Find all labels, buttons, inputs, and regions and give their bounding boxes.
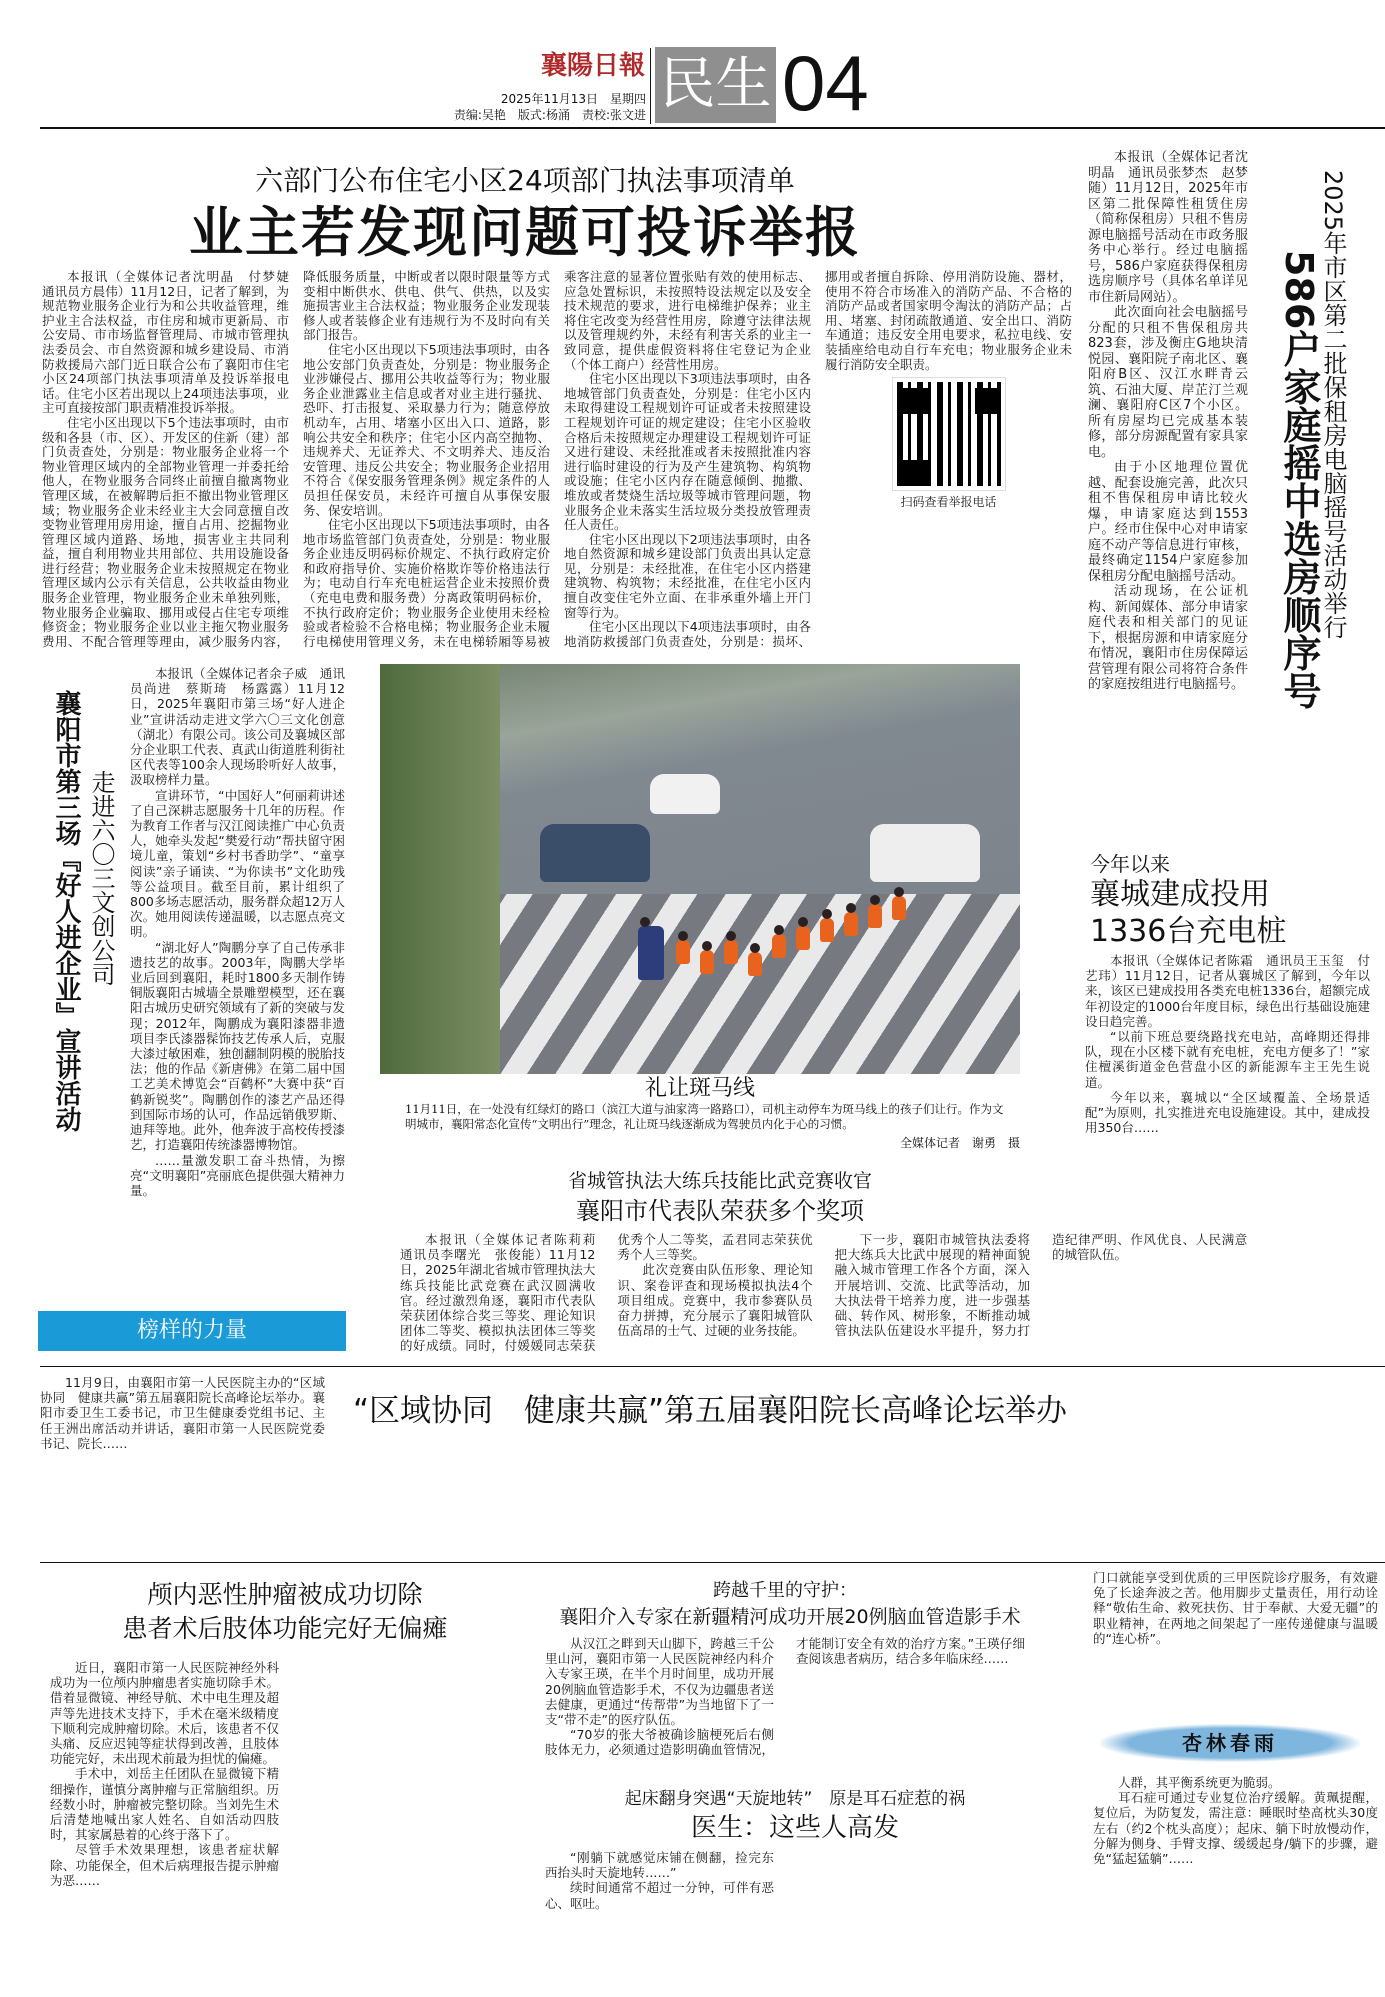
award-headline: 襄阳市代表队荣获多个奖项 [576,1197,864,1225]
charging-headline-1: 襄城建成投用 [1090,877,1270,912]
xinjiang-article-body [545,1636,1025,1776]
goodpeople-article-body [130,666,345,1276]
paragraph: 人群，其平衡系统更为脆弱。 [1118,1775,1281,1790]
paragraph: 手术中，刘岳主任团队在显微镜下精细操作，谨慎分离肿瘤与正常脑组织。历经数小时，肿瘤被完整切除。当刘先生术后清楚地喊出家人姓名、自如活动四肢时，其家属悬着的心终于落下了。 [50,1766,279,1843]
goodpeople-subtitle: 走进六〇三文创公司 [87,770,115,986]
child [820,918,834,942]
charging-kicker: 今年以来 [1090,852,1170,876]
housing-headline: 586户家庭摇中选房顺序号 [1277,250,1321,710]
paragraph: ……量激发职工奋斗热情，为擦亮“文明襄阳”亮丽底色提供强大精神力量。 [130,1152,345,1198]
main-article-body [42,270,1072,658]
section-name: 民生 [655,47,776,123]
car-sedan [870,824,980,882]
zebra-crossing-photo [380,664,1020,1074]
paragraph: 耳石症可通过专业复位治疗缓解。黄珮提醒，复位后，为防复发，需注意：睡眠时垫高枕头30度左右（约2个枕头高度）；起床、躺下时放慢动作，分解为侧身、手臂支撑、缓缓起身/躺下的步骤，避免“猛起猛躺”…… [1093,1790,1378,1867]
paragraph: 从汉江之畔到天山脚下，跨越三千公里山河，襄阳市第一人民医院神经内科介入专家王瑛，在半个月时间里，成功开展20例脑血管造影手术，不仅为边疆患者送去健康，更通过“传帮带”为当地留下了一支“带不走”的医疗队伍。 [545,1636,774,1728]
car-white [650,774,720,814]
paragraph: 本报讯（全媒体记者余子威 通讯员尚进 蔡斯琦 杨露露）11月12日，2025年襄阳市第三场“好人进企业”宣讲活动走进文学六〇三文化创意（湖北）有限公司。该公司及襄城区部分企业职工代表、真武山街道胜利街社区代表等100余人现场聆听好人故事，汲取榜样力量。 [130,666,345,788]
child [772,934,786,958]
paragraph: 下一步，襄阳市城管执法委将把大练兵大比武中展现的精神面貌融入城市管理工作各个方面，深入开展培训、交流、比武等活动，加大执法骨干培养力度，进一步强基础、转作风、树形象，不断推动城管执法队伍建设水平提升，努力打造纪律严明、作风优良、人民满意的城管队伍。 [834,1232,1248,1339]
tumor-headline-1: 颅内恶性肿瘤被成功切除 [147,1580,423,1609]
tumor-article-body [50,1660,530,1990]
paragraph: 本报讯（全媒体记者沈明晶 通讯员张梦杰 赵梦随）11月12日，2025年市区第二批保障性租赁住房（简称保租房）只租不售房源电脑摇号活动在市政务服务中心举行。经过电脑摇号，586户家庭获得保租房选房顺序号（具体名单详见市住新局网站）。 [1088,150,1248,305]
paragraph: 住宅小区出现以下4项违法事项时，由各地消防救援部门负责查处，分别是：损坏、挪用或者擅自拆除、停用消防设施、器材，使用不符合市场准入的消防产品、不合格的消防产品或者国家明令淘汰的消防产品；占用、堵塞、封闭疏散通道、安全出口、消防车通道；违反安全用电要求，私拉电线、安装插座给电动自行车充电；物业服务企业未履行消防安全职责。 [564,269,1072,649]
forum-headline: “区域协同 健康共赢”第五届襄阳院长高峰论坛举办 [352,1393,1068,1429]
header-rule [40,127,1385,129]
health-column-tag: 杏林春雨 [1100,1724,1360,1762]
child [748,952,762,976]
paragraph: 尽管手术效果理想，该患者症状解除、功能保全，但术后病理报告提示肿瘤为恶…… [50,1842,279,1888]
issue-date: 2025年11月13日 星期四 [500,92,646,106]
earstone-headline: 医生：这些人高发 [690,1813,899,1843]
forum-intro [40,1375,325,1555]
paragraph: 此次竞赛由队伍形象、理论知识、案卷评查和现场模拟执法4个项目组成。竞赛中，我市参赛队员奋力拼搏，充分展示了襄阳城管队伍高昂的士气、过硬的业务技能。 [617,1262,813,1339]
photo-caption: 11月11日，在一处没有红绿灯的路口（滨江大道与油家湾一路路口），司机主动停车为斑马线上的孩子们让行。作为文明城市，襄阳常态化宣传“文明出行”理念，礼让斑马线逐渐成为驾驶员内化于心的习惯。 [405,1102,1004,1131]
award-article-body [400,1232,1248,1356]
earstone-article-continuation [1093,1775,1378,1990]
paragraph: 住宅小区出现以下5个违法事项时，由市级和各县（市、区）、开发区的住新（建）部门负责查处，分别是：物业服务企业将一个物业管理区域内的全部物业管理一并委托给他人，在物业服务合同终止前擅自撤离物业管理区域，在被解聘后拒不撤出物业管理区域；物业服务企业未经业主大会同意擅自改变物业管理用房用途，擅自占用、挖掘物业管理区域内道路、场地，损害业主共同利益，擅自利用物业共用部位、共用设施设备进行经营；物业服务企业未按照规定在物业管理区域内公示有关信息，公共收益由物业服务企业管理，物业服务企业未单独列账，物业服务企业骗取、挪用或侵占住宅专项维修资金；物业服务企业以业主拖欠物业服务费用、不配合管理等理由，减少服务内容，降低服务质量，中断或者以限时限量等方式变相中断供水、供电、供气、供热，以及实施损害业主合法权益；物业服务企业发现装修人或者装修企业有违规行为不及时向有关部门报告。 [42,269,550,649]
xinjiang-tail-text: 门口就能享受到优质的三甲医院诊疗服务，有效避免了长途奔波之苦。他用脚步丈量责任，用行动诠释“敬佑生命、救死扶伤、甘于奉献、大爱无疆”的职业精神，在两地之间架起了一座传递健康与温暖的“连心桥”。 [1093,1570,1378,1646]
paragraph: 今年以来，襄城以“全区域覆盖、全场景适配”为原则，扎实推进充电设施建设。其中，建成投用350台…… [1085,1089,1370,1136]
paragraph: 本报讯（全媒体记者陈霜 通讯员王玉玺 付艺玮）11月12日，记者从襄城区了解到，今年以来，该区已建成投用各类充电桩1336台，超额完成年初设定的1000台年度目标，绿色出行基础设施建设日趋完善。 [1085,953,1370,1029]
paragraph: 此次面向社会电脑摇号分配的只租不售保租房共823套，涉及衡庄G地块清悦园、襄阳院子南北区、襄阳府B区、汉江水畔青云筑、石油大厦、岸芷汀兰观澜、襄阳府C区7个小区。所有房屋均已完成基本装修，部分房源配置有家具家电。 [1088,305,1248,460]
main-kicker: 六部门公布住宅小区24项部门执法事项清单 [255,164,795,197]
page-number: 04 [782,39,869,127]
tumor-headline-2: 患者术后肢体功能完好无偏瘫 [122,1614,448,1643]
qr-code[interactable] [893,378,1005,490]
paragraph: 本报讯（全媒体记者沈明晶 付梦婕 通讯员方晨伟）11月12日，记者了解到，为规范物业服务企业行为和公共收益管理，维护业主合法权益，市住房和城市更新局、市公安局、市市场监督管理局、市城市管理执法委员会、市自然资源和城乡建设局、市消防救援局六部门近日联合公布了襄阳市住宅小区24项部门执法事项清单及投诉举报电话。住宅小区若出现以上24项违法事项，业主可直接按部门职责精准投诉举报。 [42,269,302,416]
xinjiang-article-tail [1093,1570,1378,1646]
xinjiang-headline: 襄阳介入专家在新疆精河成功开展20例脑血管造影手术 [559,1606,1021,1628]
child [724,940,738,964]
paragraph: 住宅小区出现以下3项违法事项时，由各地城管部门负责查处，分别是：住宅小区内未取得建设工程规划许可证或者未按照建设工程规划许可证的规定建设；住宅小区验收合格后未按照规定办理建设工程规划许可证又进行建设、未经批准或者未按照批准内容进行临时建设的行为及产生建筑物、构筑物或设施；住宅小区内存在随意倾倒、抛撒、堆放或者焚烧生活垃圾等城市管理问题，物业服务企业未落实生活垃圾分类投放管理责任人责任。 [564,371,811,533]
child [892,896,906,920]
paragraph: 住宅小区出现以下2项违法事项时，由各地自然资源和城乡建设部门负责出具认定意见，分别是：未经批准，在住宅小区内搭建建筑物、构筑物；未经批准，在住宅小区内擅自改变住宅外立面、在非承重外墙上开门窗等行为。 [564,531,811,620]
paragraph: 续时间通常不超过一分钟，可伴有恶心、呕吐。 [545,1880,774,1911]
teacher [638,926,664,980]
housing-kicker: 2025年市区第二批保租房电脑摇号活动举行 [1319,170,1347,640]
section-rule-2 [40,1562,1385,1563]
paragraph: “湖北好人”陶鹏分享了自己传承非遗技艺的故事。2003年，陶鹏大学毕业后回到襄阳，耗时1800多天制作铸铜版襄阳古城墙全景雕塑模型，还在襄阳古城历史研究领域有了新的突破与发现；2012年，陶鹏成为襄阳漆器非遗项目李氏漆器髹饰技艺传承人后，克服大漆过敏困难，独创翻制阴模的脱胎技法；他的作品《新唐佛》在第二届中国工艺美术博览会“百鹤杯”大赛中获“百鹤新锐奖”。陶鹏创作的漆艺产品还得到国际市场的认可，作品远销俄罗斯、迪拜等地。此外，他奔波于高校传授漆艺，打造襄阳传统漆器博物馆。 [130,939,345,1153]
main-headline: 业主若发现问题可投诉举报 [189,201,861,264]
housing-article-body [1088,150,1248,830]
paragraph: 活动现场，在公证机构、新闻媒体、部分申请家庭代表和相关部门的见证下，根据房源和申请家庭分布情况，襄阳市住房保障运营管理有限公司将符合条件的家庭按组进行电脑摇号。 [1088,584,1248,692]
roadside-trees [380,664,500,1074]
paragraph: 本报讯（全媒体记者陈莉莉 通讯员李曙光 张俊能）11月12日，2025年湖北省城市管理执法大练兵技能比武竞赛在武汉圆满收官。经过激烈角逐，襄阳市代表队荣获团体综合奖三等奖、理论知识团体二等奖、模拟执法团体三等奖的好成绩。同时，付媛媛同志荣获优秀个人二等奖，孟君同志荣获优秀个人三等奖。 [400,1232,813,1354]
paragraph: 住宅小区出现以下5项违法事项时，由各地公安部门负责查处，分别是：物业服务企业涉嫌侵占、挪用公共收益等行为；物业服务企业泄露业主信息或者对业主进行骚扰、恐吓、打击报复、采取暴力行为；随意停放机动车，占用、堵塞小区出入口、道路，影响公共安全和秩序；住宅小区内高空抛物、违规养犬、无证养犬、不文明养犬、违反治安管理、违反公共安全；物业服务企业招用不符合《保安服务管理条例》规定条件的人员担任保安员，未经许可擅自从事保安服务、保安培训。 [303,341,550,518]
forum-intro-text: 11月9日，由襄阳市第一人民医院主办的“区域协同 健康共赢”第五届襄阳院长高峰论坛举办。襄阳市委卫生工委书记，市卫生健康委党组书记、主任王洲出席活动并讲话，襄阳市第一人民医院党委书记、院长…… [40,1375,325,1451]
child [796,926,810,950]
child [844,912,858,936]
paragraph: 宣讲环节，“中国好人”何丽莉讲述了自己深耕志愿服务十几年的历程。作为教育工作者与汉江阅读推广中心负责人，她牵头发起“樊爱行动”帮扶留守困境儿童，策划“乡村书香助学”、“童享阅读”亲子诵读、“为你读书”文化助残等公益项目。截至目前，累计组织了800多场志愿活动，服务群众超12万人次。她用阅读传递温暖，以志愿点亮文明。 [130,787,345,940]
paragraph: “刚躺下就感觉床铺在侧翻，捡完东西抬头时天旋地转……” [545,1850,774,1881]
charging-headline-2: 1336台充电桩 [1090,914,1287,949]
editors-line: 责编:吴艳 版式:杨涌 责校:张文进 [453,108,646,122]
goodpeople-headline: 襄阳市第三场『好人进企业』宣讲活动 [51,690,81,1132]
newspaper-logo: 襄陽日報 [540,51,645,81]
award-kicker: 省城管执法大练兵技能比武竞赛收官 [567,1170,872,1192]
photo-credit: 全媒体记者 谢勇 摄 [899,1136,1020,1150]
charging-article-body [1085,953,1370,1353]
paragraph: “以前下班总要绕路找充电站，高峰期还得排队，现在小区楼下就有充电桩，充电方便多了！”家住檀溪街道金色营盘小区的新能源车主王先生说道。 [1085,1029,1370,1090]
paragraph: 住宅小区出现以下5项违法事项时，由各地市场监管部门负责查处，分别是：物业服务企业违反明码标价规定、不执行政府定价和政府指导价、实施价格欺诈等价格违法行为；电动自行车充电桩运营企业未按照价费（充电电费和服务费）分离政策明码标价，不执行政府定价；物业服务企业使用未经检验或者检验不合格电梯；物业服务企业未履行电梯使用管理义务，未在电梯轿厢等易被乘客注意的显著位置张贴有效的使用标志、应急处置标识，未按照特设法规定以及安全技术规范的要求，进行电梯维护保养；业主将住宅改变为经营性用房，除遵守法律法规以及管理规约外，未经有利害关系的业主一致同意，提供虚假资料将住宅登记为企业（个体工商户）经营性用房。 [303,269,811,649]
paragraph: 由于小区地理位置优越、配套设施完善，此次只租不售保租房申请比较火爆，申请家庭达到1553户。经市住保中心对申请家庭不动产等信息进行审核，最终确定1154户家庭参加保租房分配电脑摇号活动。 [1088,460,1248,584]
qr-block [825,372,1072,510]
qr-caption: 扫码查看举报电话 [900,494,997,509]
child [868,904,882,928]
section-rule [40,1366,1385,1367]
earstone-article-body [545,1850,1025,1990]
photo-title: 礼让斑马线 [644,1076,755,1101]
car-blue [540,824,650,882]
child [676,940,690,964]
paragraph: 近日，襄阳市第一人民医院神经外科成功为一位颅内肿瘤患者实施切除手术。借着显微镜、神经导航、术中电生理及超声等先进技术支持下，手术在毫米级精度下顺利完成肿瘤切除。术后，该患者不仅头痛、反应迟钝等症状得到改善，且肢体功能完好，未出现术前最为担忧的偏瘫。 [50,1660,279,1767]
header-divider [650,48,651,124]
xinjiang-kicker: 跨越千里的守护： [713,1580,857,1601]
earstone-kicker: 起床翻身突遇“天旋地转” 原是耳石症惹的祸 [624,1789,966,1809]
child [700,950,714,974]
role-model-banner: 榜样的力量 [38,1311,346,1351]
paragraph: “70岁的张大爷被确诊脑梗死后右侧肢体无力，必须通过造影明确血管情况，才能制订安全有效的治疗方案。”王瑛仔细查阅该患者病历，结合多年临床经…… [545,1636,1025,1758]
